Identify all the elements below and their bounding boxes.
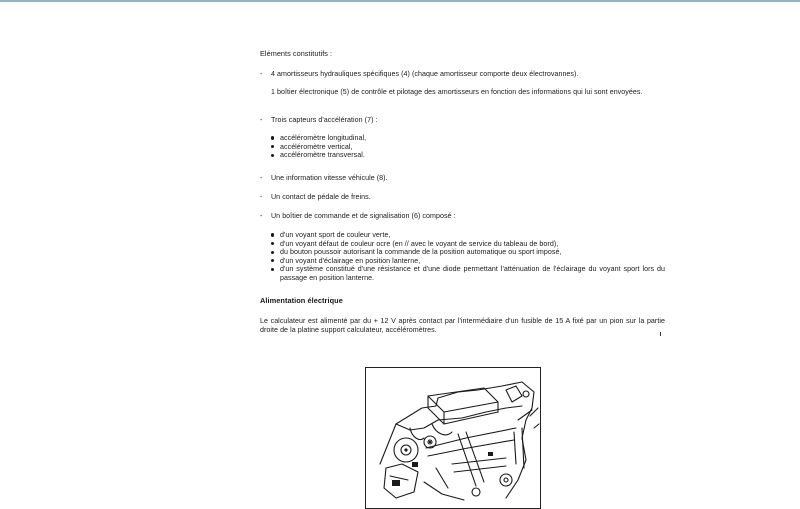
- dash-marker: -: [260, 174, 263, 182]
- bullet-text: accéléromètre vertical,: [280, 142, 353, 151]
- pedale-text: Un contact de pédale de freins.: [271, 193, 371, 201]
- bullet-dot: [271, 233, 274, 236]
- dash-marker: -: [260, 193, 263, 201]
- boitier-paragraph: 1 boîtier électronique (5) de contrôle et pilotage des amortisseurs en fonction des informations qui lui sont envoyées.: [271, 88, 643, 96]
- bullet-item: [271, 231, 665, 240]
- capteurs-bullets: [271, 134, 665, 160]
- bullet-item: [271, 151, 665, 160]
- heading: Eléments constitutifs :: [260, 49, 333, 58]
- bullet-item: [271, 257, 665, 266]
- bullet-dot: [271, 259, 274, 262]
- bullet-dot: [271, 242, 274, 245]
- bullet-dot: [271, 251, 274, 254]
- dash-marker: -: [260, 70, 263, 78]
- bullet-dot: [271, 145, 274, 148]
- bullet-dot: [271, 268, 274, 271]
- bullet-item: [271, 265, 665, 282]
- top-rule: [0, 0, 800, 2]
- bullet-text: d'un voyant d'éclairage en position lanterne,: [280, 256, 421, 265]
- bullet-dot: [271, 136, 274, 139]
- scan-mark: [660, 332, 661, 336]
- bullet-text: accéléromètre longitudinal,: [280, 134, 367, 142]
- bullet-text: accéléromètre transversal.: [280, 151, 365, 160]
- commande-bullets: [271, 231, 665, 283]
- capteurs-text: Trois capteurs d'accélération (7) :: [271, 116, 378, 124]
- alimentation-paragraph: Le calculateur est alimenté par du + 12 V après contact par l'intermédiaire d'un fusible de 15 A fixé par un pion sur la partie droite de la platine support calculateur, accéléromètres.: [260, 317, 665, 334]
- suspension-unit-illustration: [366, 368, 540, 508]
- amortisseurs-text: 4 amortisseurs hydrauliques spécifiques (4) (chaque amortisseur comporte deux électrovannes).: [271, 70, 579, 78]
- bullet-text: d'un voyant sport de couleur verte,: [280, 231, 391, 239]
- section-title-alimentation: Alimentation électrique: [260, 296, 343, 305]
- bullet-text: du bouton poussoir autorisant la commande de la position automatique ou sport imposé,: [280, 248, 562, 257]
- bullet-item: [271, 143, 665, 152]
- bullet-item: [271, 248, 665, 257]
- bullet-item: [271, 240, 665, 249]
- commande-text: Un boîtier de commande et de signalisation (6) composé :: [271, 212, 456, 220]
- bullet-text: d'un système constitué d'une résistance et d'une diode permettant l'atténuation de l'éclairage du voyant sport lors du passage en position lanterne.: [280, 265, 665, 282]
- bullet-text: d'un voyant défaut de couleur ocre (en // avec le voyant de service du tableau de bord),: [280, 239, 559, 248]
- dash-marker: -: [260, 212, 263, 220]
- bullet-dot: [271, 154, 274, 157]
- bullet-item: [271, 134, 665, 143]
- vitesse-text: Une information vitesse véhicule (8).: [271, 174, 388, 182]
- mechanical-figure: [365, 367, 541, 509]
- dash-marker: -: [260, 116, 263, 124]
